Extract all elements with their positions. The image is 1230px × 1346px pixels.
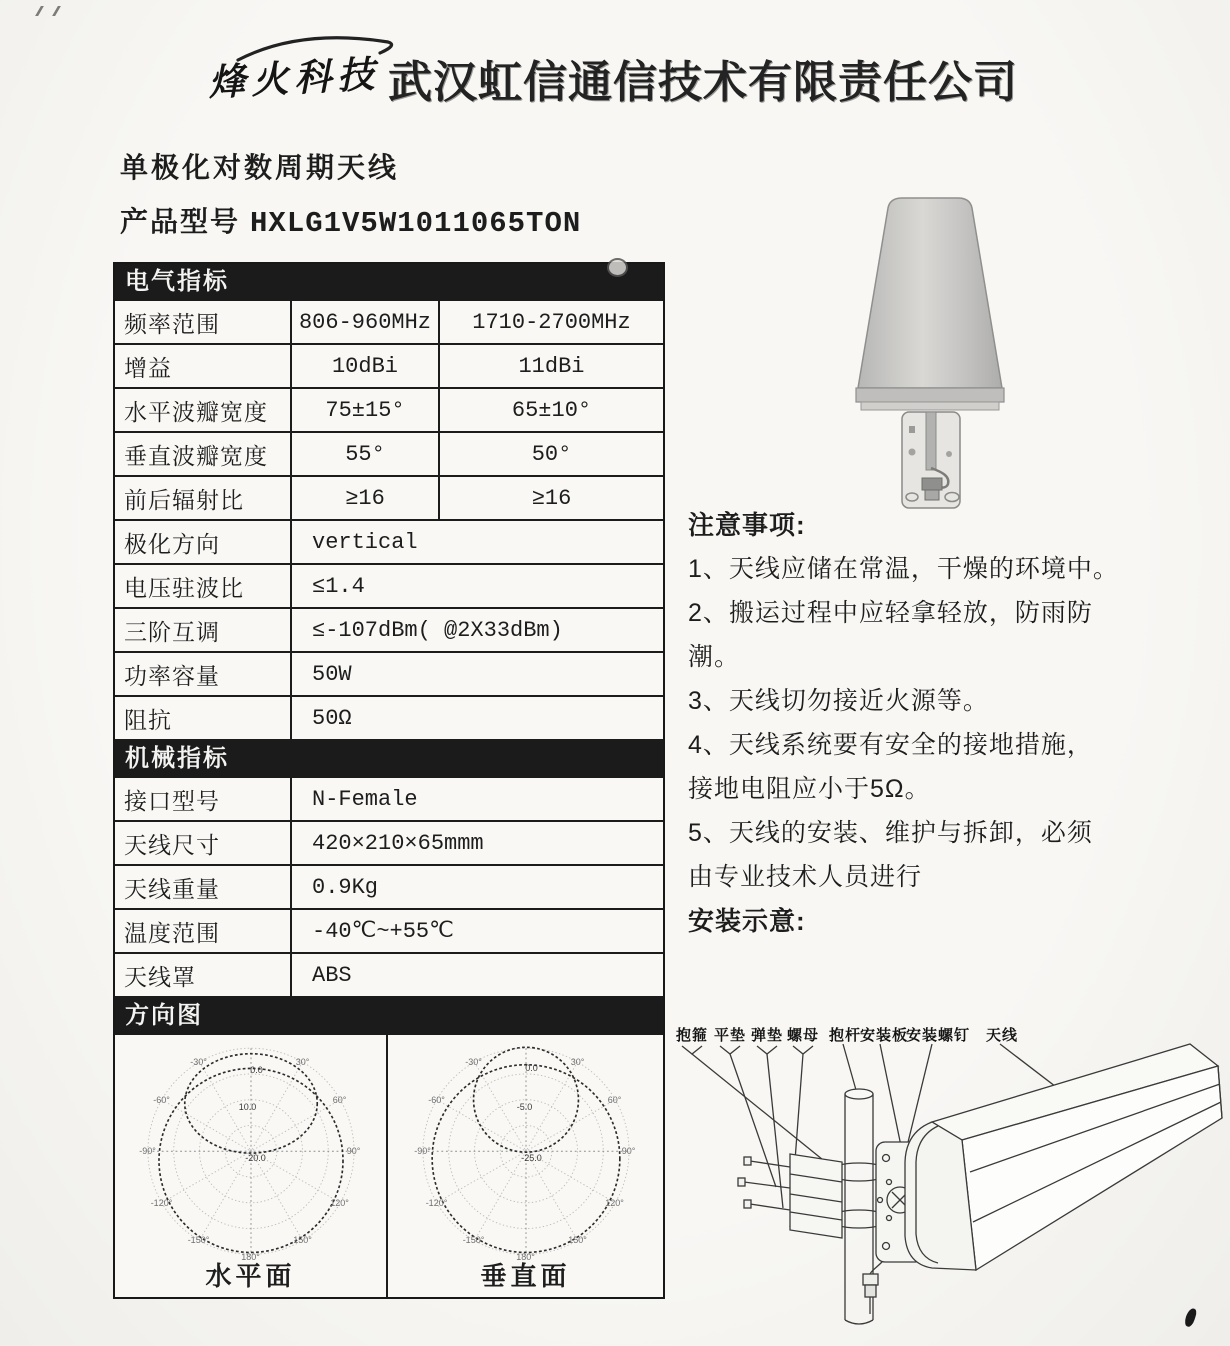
angle-tick: 120° (605, 1198, 624, 1208)
row-label: 频率范围 (115, 301, 292, 343)
row-label: 天线重量 (115, 866, 292, 908)
pattern-area (115, 1035, 663, 1297)
angle-tick: -120° (425, 1198, 448, 1208)
note-line: 2、搬运过程中应轻拿轻放，防雨防 (688, 599, 1093, 627)
row-value: 420×210×65mmm (312, 830, 484, 856)
logo-swoosh-icon (230, 26, 410, 76)
row-value-1: 55° (292, 433, 440, 475)
table-row (115, 345, 663, 389)
angle-tick: 180° (516, 1252, 535, 1262)
table-row (115, 301, 663, 345)
model-label: 产品型号 (120, 206, 241, 237)
radial-tick: -20.0 (245, 1153, 266, 1163)
row-value: 0.9Kg (312, 874, 379, 900)
notes-section (688, 503, 1224, 943)
section-title: 方向图 (125, 1002, 203, 1029)
row-value: ≤-107dBm( @2X33dBm) (312, 617, 563, 643)
note-line: 4、天线系统要有安全的接地措施， (688, 731, 1093, 759)
section-title: 电气指标 (125, 268, 229, 295)
table-row (115, 653, 663, 697)
row-label: 温度范围 (115, 910, 292, 952)
plot-caption-horizontal: 水平面 (205, 1261, 296, 1291)
angle-tick: -60° (428, 1095, 445, 1105)
row-value-2: 65±10° (511, 397, 592, 423)
angle-tick: -90° (139, 1146, 156, 1156)
table-row (115, 697, 663, 741)
angle-tick: 90° (346, 1146, 361, 1156)
part-label: 平垫 (713, 1027, 747, 1044)
table-row (115, 477, 663, 521)
row-label: 阻抗 (115, 697, 292, 739)
polar-plot-horizontal (115, 1035, 388, 1297)
section-bar-mechanical (115, 741, 663, 778)
row-value: 50W (312, 661, 352, 687)
part-label: 弹垫 (750, 1027, 784, 1044)
row-value-1: ≥16 (292, 477, 440, 519)
company-name: 武汉虹信通信技术有限责任公司 (388, 58, 1018, 107)
part-label: 天线 (985, 1027, 1019, 1044)
section-bar-pattern (115, 998, 663, 1035)
row-label: 三阶互调 (115, 609, 292, 651)
table-row (115, 866, 663, 910)
row-label: 极化方向 (115, 521, 292, 563)
section-bar-electrical (115, 264, 663, 301)
row-label: 增益 (115, 345, 292, 387)
angle-tick: 30° (295, 1057, 310, 1067)
angle-tick: -150° (462, 1235, 485, 1245)
row-label: 功率容量 (115, 653, 292, 695)
angle-tick: -150° (187, 1235, 210, 1245)
row-label: 垂直波瓣宽度 (115, 433, 292, 475)
row-value-1: 806-960MHz (292, 301, 440, 343)
notes-heading: 注意事项: (688, 510, 806, 540)
polar-plot (411, 1039, 641, 1269)
note-line: 潮。 (688, 643, 741, 671)
model-value: HXLG1V5W1011065TON (250, 207, 582, 240)
row-value-2: 1710-2700MHz (472, 309, 631, 335)
part-label: 螺母 (786, 1027, 820, 1044)
row-label: 天线罩 (115, 954, 292, 996)
angle-tick: 30° (570, 1057, 585, 1067)
row-label: 电压驻波比 (115, 565, 292, 607)
spec-table (113, 262, 665, 1299)
part-label: 安装螺钉 (905, 1027, 971, 1044)
angle-tick: 90° (621, 1146, 636, 1156)
section-title: 机械指标 (125, 745, 229, 772)
table-row (115, 910, 663, 954)
row-value: 50Ω (312, 705, 352, 731)
radial-tick: 0.0 (250, 1065, 263, 1075)
installation-drawing (670, 1022, 1230, 1346)
table-row (115, 521, 663, 565)
plot-caption-vertical: 垂直面 (480, 1261, 571, 1291)
angle-tick: 180° (241, 1252, 260, 1262)
angle-tick: 120° (330, 1198, 349, 1208)
part-label: 安装板 (859, 1027, 909, 1044)
install-heading: 安装示意: (688, 906, 806, 936)
angle-tick: 150° (568, 1235, 587, 1245)
table-row (115, 954, 663, 998)
part-label: 抱箍 (675, 1027, 709, 1044)
scan-artifact (35, 6, 61, 16)
row-value: vertical (312, 529, 418, 555)
row-label: 前后辐射比 (115, 477, 292, 519)
note-line: 接地电阻应小于5Ω。 (688, 775, 931, 803)
angle-tick: -120° (150, 1198, 173, 1208)
row-label: 接口型号 (115, 778, 292, 820)
row-value-2: 50° (531, 441, 572, 467)
row-label: 天线尺寸 (115, 822, 292, 864)
radial-tick: -5.0 (516, 1102, 533, 1112)
table-row (115, 389, 663, 433)
radial-tick: -25.0 (521, 1153, 542, 1163)
angle-tick: -30° (465, 1057, 482, 1067)
installation-diagram (670, 1022, 1230, 1346)
page-title: 单极化对数周期天线 (120, 152, 400, 183)
table-row (115, 822, 663, 866)
row-label: 水平波瓣宽度 (115, 389, 292, 431)
angle-tick: -90° (414, 1146, 431, 1156)
row-value: ABS (312, 962, 352, 988)
note-line: 由专业技术人员进行 (688, 863, 923, 891)
part-label: 抱杆 (828, 1027, 862, 1044)
radial-tick: 10.0 (238, 1102, 257, 1112)
angle-tick: 60° (607, 1095, 622, 1105)
angle-tick: 60° (332, 1095, 347, 1105)
angle-tick: 150° (293, 1235, 312, 1245)
row-value-2: 11dBi (518, 353, 585, 379)
note-line: 5、天线的安装、维护与拆卸，必须 (688, 819, 1093, 847)
table-row (115, 778, 663, 822)
row-value-1: 10dBi (292, 345, 440, 387)
radial-tick: 0.0 (525, 1063, 538, 1073)
row-value-2: ≥16 (531, 485, 572, 511)
table-row (115, 609, 663, 653)
product-model-line (120, 200, 581, 240)
note-line: 1、天线应储在常温，干燥的环境中。 (688, 555, 1119, 583)
row-value: -40℃~+55℃ (312, 919, 454, 944)
table-row (115, 565, 663, 609)
polar-plot (136, 1039, 366, 1269)
angle-tick: -30° (190, 1057, 207, 1067)
note-line: 3、天线切勿接近火源等。 (688, 687, 989, 715)
antenna-photo (830, 190, 1030, 510)
table-row (115, 433, 663, 477)
row-value: ≤1.4 (312, 573, 365, 599)
row-value: N-Female (312, 786, 418, 812)
row-value-1: 75±15° (292, 389, 440, 431)
polar-plot-vertical (388, 1035, 663, 1297)
scan-artifact (607, 258, 628, 277)
company-logo: 烽火科技 (207, 51, 382, 105)
angle-tick: -60° (153, 1095, 170, 1105)
